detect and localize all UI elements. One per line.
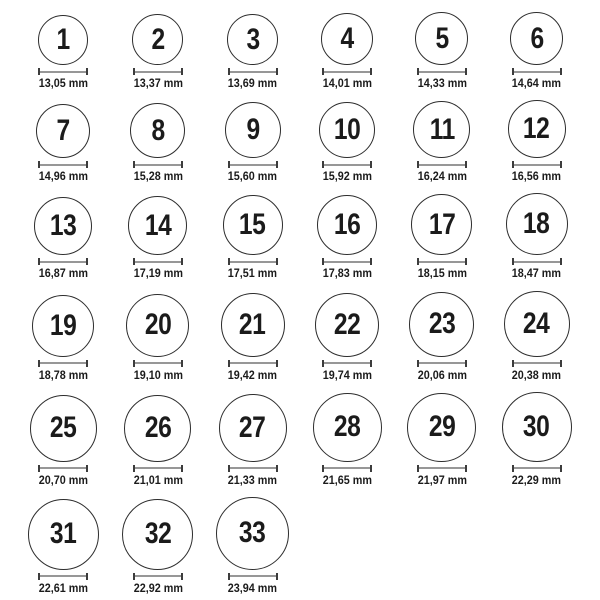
ring-cell [300, 392, 395, 487]
ring-size-number: 11 [429, 112, 455, 146]
diameter-label: 15,28 mm [133, 169, 183, 184]
ring-circle [225, 102, 281, 158]
chart-row [16, 100, 584, 183]
ring-circle [502, 392, 572, 462]
ring-size-number: 31 [50, 517, 77, 551]
diameter-label: 14,33 mm [417, 76, 467, 90]
ring-circle [221, 293, 285, 357]
ring-cell [489, 193, 584, 280]
diameter-label: 21,65 mm [322, 472, 372, 487]
diameter-dimension-line [38, 68, 88, 75]
ring-circle [227, 14, 278, 65]
ring-circle [510, 12, 563, 65]
ring-circle [124, 395, 191, 462]
ring-size-number: 24 [523, 306, 550, 340]
ring-size-number: 15 [239, 208, 266, 242]
ring-circle [313, 393, 382, 462]
ring-circle [409, 292, 474, 357]
diameter-dimension-line [133, 161, 183, 168]
diameter-label: 17,83 mm [322, 266, 372, 281]
diameter-dimension-line [133, 465, 183, 472]
diameter-dimension-line [512, 68, 562, 75]
diameter-dimension-line [228, 360, 278, 367]
ring-circle [28, 499, 99, 570]
diameter-dimension-line [38, 465, 88, 472]
diameter-dimension-line [417, 360, 467, 367]
diameter-dimension-line [417, 68, 467, 75]
diameter-dimension-line [228, 573, 278, 580]
ring-cell [489, 291, 584, 382]
ring-circle [38, 15, 88, 65]
diameter-dimension-line [228, 465, 278, 472]
chart-row [16, 291, 584, 382]
ring-circle [219, 394, 287, 462]
diameter-label: 18,15 mm [417, 266, 467, 281]
diameter-label: 14,01 mm [322, 76, 372, 90]
diameter-dimension-line [133, 573, 183, 580]
diameter-dimension-line [417, 258, 467, 265]
ring-circle [317, 195, 377, 255]
ring-size-number: 12 [523, 112, 550, 146]
ring-circle [506, 193, 568, 255]
ring-circle [413, 101, 470, 158]
ring-circle [126, 294, 189, 357]
ring-size-number: 18 [523, 207, 550, 241]
ring-cell [205, 100, 300, 183]
ring-size-number: 5 [435, 21, 449, 55]
ring-size-number: 17 [428, 207, 456, 241]
diameter-dimension-line [133, 258, 183, 265]
ring-cell [300, 193, 395, 280]
diameter-dimension-line [512, 161, 562, 168]
diameter-dimension-line [38, 573, 88, 580]
ring-cell [111, 193, 206, 280]
ring-circle [508, 100, 566, 158]
diameter-label: 16,24 mm [417, 169, 467, 184]
diameter-label: 20,38 mm [511, 367, 562, 382]
diameter-label: 13,69 mm [228, 76, 278, 90]
diameter-dimension-line [133, 68, 183, 75]
ring-circle [128, 196, 187, 255]
ring-circle [223, 195, 283, 255]
ring-size-number: 3 [246, 22, 260, 56]
ring-cell [16, 497, 111, 595]
ring-size-number: 4 [340, 22, 354, 55]
chart-row [16, 12, 584, 90]
ring-cell [395, 291, 490, 382]
diameter-label: 17,51 mm [228, 266, 278, 281]
ring-cell [16, 100, 111, 183]
ring-size-number: 21 [239, 307, 266, 341]
ring-size-number: 23 [428, 307, 456, 341]
diameter-dimension-line [228, 258, 278, 265]
diameter-label: 13,37 mm [133, 76, 183, 90]
ring-cell [111, 392, 206, 487]
ring-cell [111, 100, 206, 183]
ring-size-number: 1 [56, 23, 70, 56]
ring-size-number: 10 [334, 113, 361, 147]
diameter-dimension-line [38, 161, 88, 168]
ring-circle [315, 293, 379, 357]
ring-size-number: 8 [151, 113, 165, 147]
ring-circle [30, 395, 97, 462]
diameter-label: 21,01 mm [133, 472, 183, 487]
ring-cell [395, 392, 490, 487]
ring-size-number: 6 [529, 21, 544, 55]
diameter-label: 15,60 mm [228, 169, 278, 184]
diameter-label: 18,47 mm [511, 266, 562, 281]
ring-size-number: 29 [428, 410, 456, 444]
ring-cell [395, 12, 490, 90]
ring-size-number: 14 [144, 208, 172, 242]
diameter-label: 19,10 mm [133, 367, 183, 382]
diameter-dimension-line [322, 68, 372, 75]
ring-cell [111, 12, 206, 90]
ring-cell [16, 392, 111, 487]
diameter-label: 20,70 mm [38, 472, 88, 487]
diameter-dimension-line [322, 360, 372, 367]
diameter-label: 14,64 mm [511, 76, 562, 90]
diameter-label: 22,61 mm [38, 580, 88, 595]
chart-row [16, 497, 584, 595]
ring-size-number: 20 [144, 308, 172, 342]
diameter-dimension-line [322, 161, 372, 168]
ring-circle [411, 194, 472, 255]
diameter-label: 18,78 mm [38, 367, 88, 382]
diameter-dimension-line [228, 161, 278, 168]
diameter-label: 16,56 mm [511, 169, 562, 184]
diameter-label: 19,74 mm [322, 367, 372, 382]
diameter-dimension-line [38, 258, 88, 265]
ring-size-number: 13 [50, 209, 77, 243]
ring-circle [122, 499, 193, 570]
diameter-label: 22,92 mm [133, 580, 183, 595]
ring-circle [504, 291, 570, 357]
diameter-dimension-line [228, 68, 278, 75]
diameter-label: 14,96 mm [38, 169, 88, 184]
diameter-dimension-line [512, 258, 562, 265]
chart-row [16, 392, 584, 487]
diameter-label: 19,42 mm [228, 367, 278, 382]
diameter-dimension-line [512, 465, 562, 472]
ring-cell [489, 12, 584, 90]
chart-row [16, 193, 584, 280]
ring-circle [32, 295, 94, 357]
ring-cell [489, 100, 584, 183]
diameter-dimension-line [38, 360, 88, 367]
ring-cell [16, 291, 111, 382]
ring-size-number: 33 [239, 516, 266, 550]
ring-size-number: 19 [50, 308, 77, 342]
ring-cell [111, 291, 206, 382]
ring-cell [300, 100, 395, 183]
diameter-label: 16,87 mm [38, 266, 88, 281]
diameter-dimension-line [322, 258, 372, 265]
diameter-dimension-line [322, 465, 372, 472]
ring-cell [111, 497, 206, 595]
ring-circle [216, 497, 289, 570]
ring-circle [415, 12, 468, 65]
ring-circle [407, 393, 476, 462]
ring-cell [205, 392, 300, 487]
ring-cell [16, 193, 111, 280]
ring-cell [205, 497, 300, 595]
ring-circle [321, 13, 373, 65]
diameter-dimension-line [512, 360, 562, 367]
diameter-dimension-line [417, 465, 467, 472]
diameter-label: 21,33 mm [228, 472, 278, 487]
ring-circle [319, 102, 375, 158]
ring-size-number: 30 [523, 409, 550, 443]
ring-circle [132, 14, 183, 65]
diameter-label: 22,29 mm [511, 472, 562, 487]
ring-cell [16, 12, 111, 90]
ring-size-number: 27 [239, 410, 266, 444]
diameter-label: 17,19 mm [133, 266, 183, 281]
diameter-dimension-line [133, 360, 183, 367]
diameter-label: 23,94 mm [228, 580, 278, 595]
ring-cell [205, 193, 300, 280]
ring-cell [300, 291, 395, 382]
ring-size-number: 22 [334, 307, 361, 341]
ring-size-number: 7 [56, 114, 70, 148]
ring-circle [34, 197, 92, 255]
diameter-dimension-line [417, 161, 467, 168]
ring-size-number: 16 [334, 208, 361, 242]
ring-size-number: 32 [144, 517, 172, 551]
ring-size-number: 26 [144, 411, 172, 445]
ring-circle [130, 103, 185, 158]
ring-cell [300, 12, 395, 90]
ring-size-number: 9 [246, 113, 260, 147]
ring-cell [395, 193, 490, 280]
diameter-label: 21,97 mm [417, 472, 467, 487]
ring-cell [205, 12, 300, 90]
diameter-label: 20,06 mm [417, 367, 467, 382]
ring-size-number: 25 [50, 411, 77, 445]
ring-cell [395, 100, 490, 183]
ring-size-number: 2 [151, 22, 165, 56]
diameter-label: 13,05 mm [38, 76, 88, 90]
ring-cell [489, 392, 584, 487]
ring-size-number: 28 [334, 410, 361, 444]
ring-cell [205, 291, 300, 382]
diameter-label: 15,92 mm [322, 169, 372, 184]
ring-circle [36, 104, 90, 158]
